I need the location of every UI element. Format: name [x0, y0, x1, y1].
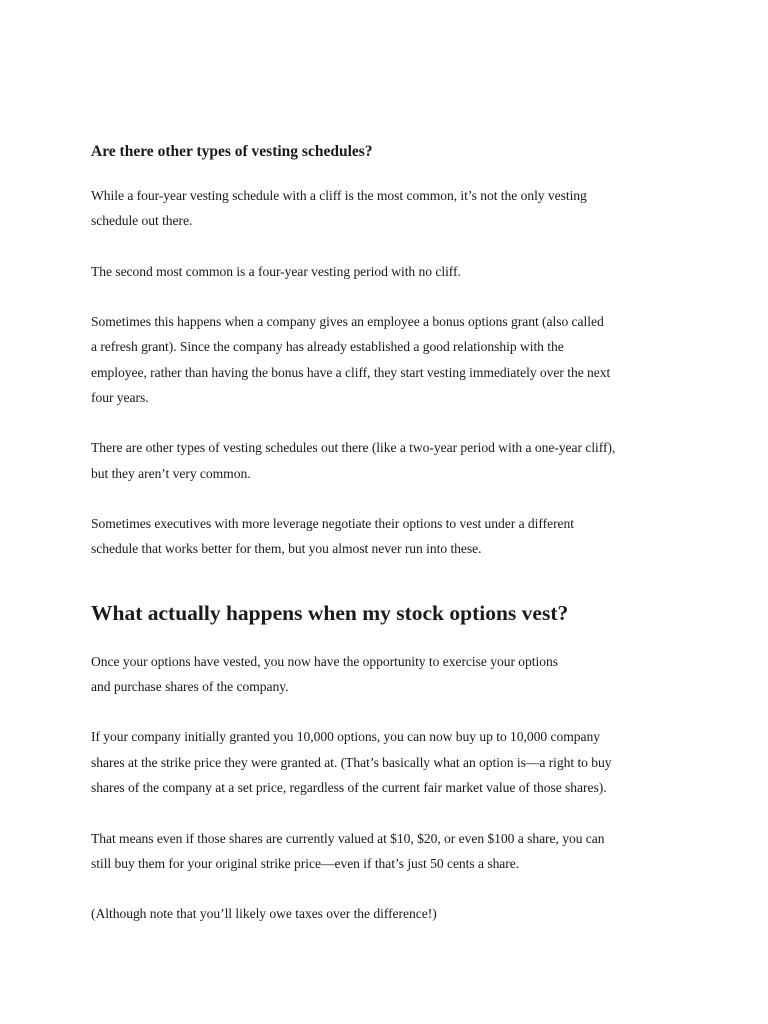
- paragraph-line: That means even if those shares are currently valued at $10, $20, or even $100 a share, you can: [91, 831, 605, 846]
- paragraph-line: There are other types of vesting schedules out there (like a two-year period with a one-year cliff),: [91, 440, 616, 455]
- paragraph-line: shares of the company at a set price, regardless of the current fair market value of those shares).: [91, 780, 607, 795]
- paragraph-line: While a four-year vesting schedule with a cliff is the most common, it’s not the only vesting: [91, 188, 587, 203]
- paragraph-line: The second most common is a four-year vesting period with no cliff.: [91, 264, 461, 279]
- paragraph-line: still buy them for your original strike price—even if that’s just 50 cents a share.: [91, 856, 520, 871]
- paragraph-line: a refresh grant). Since the company has already established a good relationship with the: [91, 339, 564, 354]
- paragraph-line: but they aren’t very common.: [91, 466, 251, 481]
- paragraph-line: Sometimes executives with more leverage negotiate their options to vest under a different: [91, 516, 575, 531]
- paragraph-line: Once your options have vested, you now have the opportunity to exercise your options: [91, 654, 558, 669]
- paragraph-line: Sometimes this happens when a company gives an employee a bonus options grant (also called: [91, 314, 604, 329]
- paragraph-line: If your company initially granted you 10,000 options, you can now buy up to 10,000 company: [91, 729, 600, 744]
- paragraph-line: and purchase shares of the company.: [91, 679, 289, 694]
- paragraph-line: shares at the strike price they were granted at. (That’s basically what an option is—a right to buy: [91, 755, 612, 770]
- section-heading-options-vest: What actually happens when my stock options vest?: [91, 601, 569, 625]
- paragraph-line: schedule out there.: [91, 213, 193, 228]
- paragraph-line: employee, rather than having the bonus have a cliff, they start vesting immediately over the next: [91, 365, 611, 380]
- paragraph-line: four years.: [91, 390, 149, 405]
- paragraph-line: (Although note that you’ll likely owe taxes over the difference!): [91, 906, 437, 921]
- paragraph-line: schedule that works better for them, but you almost never run into these.: [91, 541, 482, 556]
- section-heading-vesting-types: Are there other types of vesting schedules?: [91, 143, 373, 160]
